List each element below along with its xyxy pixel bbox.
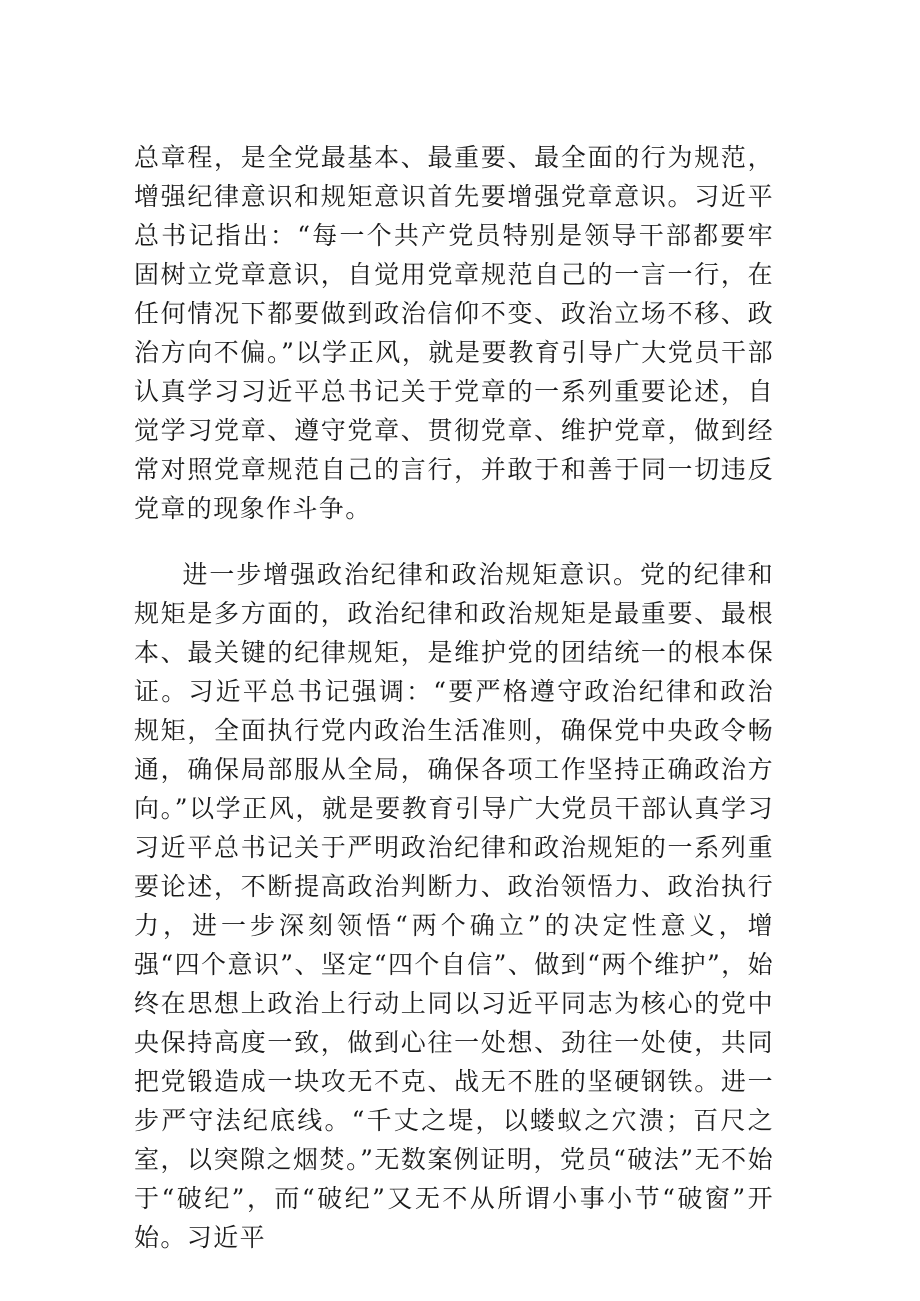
body-paragraph-2-text: 进一步增强政治纪律和政治规矩意识。党的纪律和规矩是多方面的，政治纪律和政治规矩是最重要、最根本、最关键的纪律规矩，是维护党的团结统一的根本保证。习近平总书记强调：“要严格遵守政治纪律和政治规矩，全面执行党内政治生活准则，确保党中央政令畅通，确保局部服从全局，确保各项工作坚持正确政治方向。”以学正风，就是要教育引导广大党员干部认真学习习近平总书记关于严明政治纪律和政治规矩的一系列重要论述，不断提高政治判断力、政治领悟力、政治执行力，进一步深刻领悟“两个确立”的决定性意义，增强“四个意识”、坚定“四个自信”、做到“两个维护”，始终在思想上政治上行动上同以习近平同志为核心的党中央保持高度一致，做到心往一处想、劲往一处使，共同把党锻造成一块攻无不克、战无不胜的坚硬钢铁。进一步严守法纪底线。“千丈之堤，以蝼蚁之穴溃；百尺之室，以突隙之烟焚。”无数案例证明，党员“破法”无不始于“破纪”，而“破纪”又无不从所谓小事小节“破窗”开始。习近平 — [134, 560, 774, 1252]
body-paragraph-2 — [134, 555, 774, 1257]
body-paragraph-1: 总章程，是全党最基本、最重要、最全面的行为规范，增强纪律意识和规矩意识首先要增强党章意识。习近平总书记指出：“每一个共产党员特别是领导干部都要牢固树立党章意识，自觉用党章规范自己的一言一行，在任何情况下都要做到政治信仰不变、政治立场不移、政治方向不偏。”以学正风，就是要教育引导广大党员干部认真学习习近平总书记关于党章的一系列重要论述，自觉学习党章、遵守党章、贯彻党章、维护党章，做到经常对照党章规范自己的言行，并敢于和善于同一切违反党章的现象作斗争。 — [134, 143, 774, 523]
